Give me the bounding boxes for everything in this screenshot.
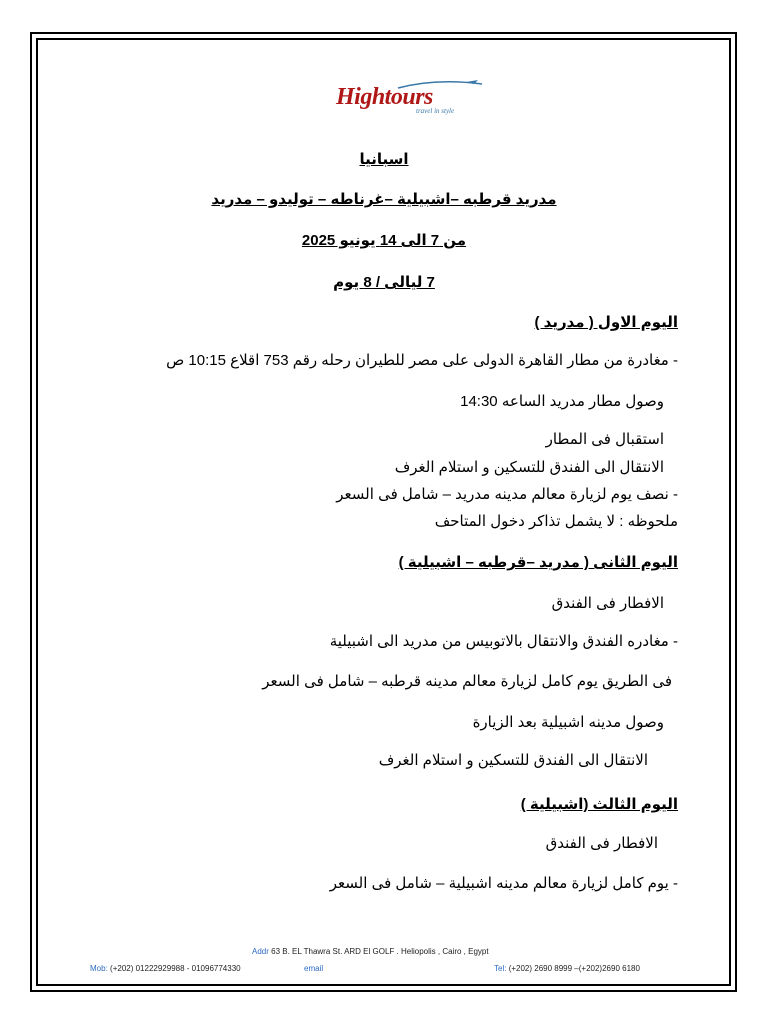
day1-line-2: وصول مطار مدريد الساعه 14:30: [460, 393, 664, 410]
footer-address-label: Addr: [252, 947, 269, 956]
day1-line-1: - مغادرة من مطار القاهرة الدولى على مصر للطيران رحله رقم 753 اقلاع 10:15 ص: [166, 352, 678, 369]
company-logo: [336, 80, 496, 116]
day2-heading: اليوم الثانى ( مدريد –قرطبه – اشبيلية ): [398, 554, 678, 571]
footer-mobile: [90, 964, 241, 973]
day2-line-3: فى الطريق يوم كامل لزيارة معالم مدينه قرطبه – شامل فى السعر: [262, 673, 672, 690]
day1-line-5: - نصف يوم لزيارة معالم مدينه مدريد – شامل فى السعر: [336, 486, 678, 503]
day2-line-1: الافطار فى الفندق: [551, 595, 664, 612]
day2-line-4: وصول مدينه اشبيلية بعد الزيارة: [472, 714, 664, 731]
day1-line-6: ملحوظه : لا يشمل تذاكر دخول المتاحف: [434, 513, 678, 530]
day1-heading: اليوم الاول ( مدريد ): [534, 314, 678, 331]
footer-address-value: 63 B. EL Thawra St. ARD El GOLF . Heliopolis , Cairo , Egypt: [271, 947, 489, 956]
day3-heading: اليوم الثالث (اشبيلية ): [520, 796, 678, 813]
footer-mobile-value: (+202) 01222929988 - 01096774330: [110, 964, 241, 973]
day2-line-2: - مغادره الفندق والانتقال بالاتوبيس من مدريد الى اشبيلية: [329, 633, 678, 650]
footer-address: [252, 947, 489, 956]
footer-tel: [494, 964, 640, 973]
day2-line-5: الانتقال الى الفندق للتسكين و استلام الغرف: [378, 752, 648, 769]
title-country: اسبانيا: [359, 151, 409, 168]
footer-email-label: email: [304, 964, 324, 973]
day3-line-1: الافطار فى الفندق: [545, 835, 658, 852]
title-duration: 7 ليالى / 8 يوم: [333, 274, 435, 291]
footer-mobile-label: Mob:: [90, 964, 108, 973]
day1-line-4: الانتقال الى الفندق للتسكين و استلام الغرف: [394, 459, 664, 476]
logo-tagline: travel in style: [416, 107, 455, 115]
title-route: مدريد قرطبه –اشبيلية –غرناطه – توليدو – مدريد: [211, 191, 557, 208]
day1-line-3: استقبال فى المطار: [545, 431, 664, 448]
footer-tel-value: (+202) 2690 8999 –(+202)2690 6180: [508, 964, 640, 973]
logo-brand: Hightours: [336, 84, 433, 110]
day3-line-2: - يوم كامل لزيارة معالم مدينه اشبيلية – شامل فى السعر: [329, 875, 678, 892]
footer-tel-label: Tel:: [494, 964, 507, 973]
title-dates: من 7 الى 14 يونيو 2025: [301, 232, 467, 249]
